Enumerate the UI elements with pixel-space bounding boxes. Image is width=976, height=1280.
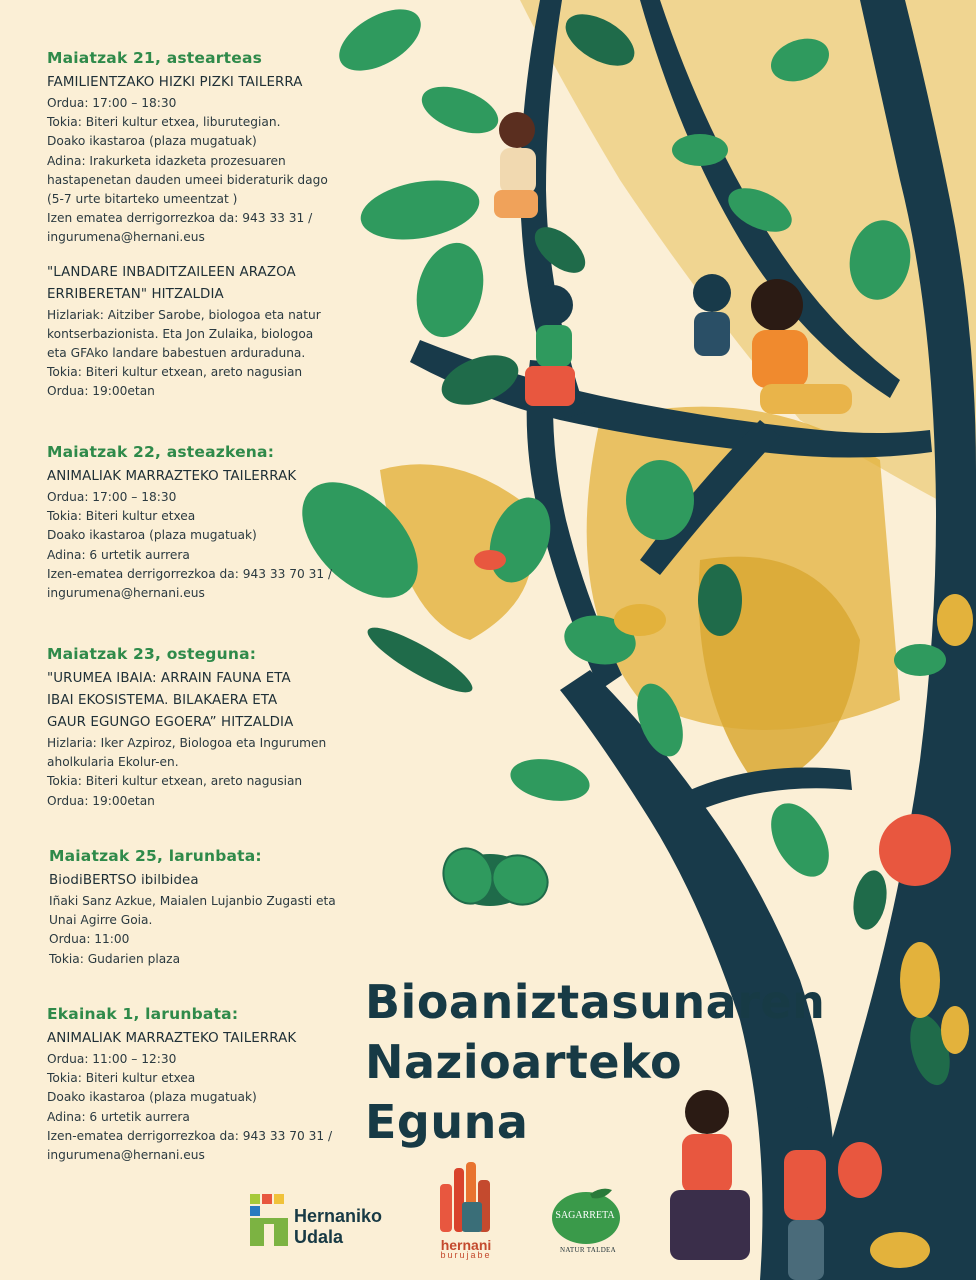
event-line: Izen-ematea derrigorrezkoa da: 943 33 70 31 / [47,566,333,581]
event-line: Adina: 6 urtetik aurrera [47,1109,190,1124]
event-line: Unai Agirre Goia. [49,913,153,928]
event-day-5 [47,1004,347,1165]
event-line: Doako ikastaroa (plaza mugatuak) [47,134,257,149]
event-line: Izen-ematea derrigorrezkoa da: 943 33 70 31 / [47,1128,333,1143]
hernaniko-udala-logo [250,1192,400,1248]
headline-line: Bioaniztasunaren [365,975,826,1029]
event-day-1 [47,48,347,402]
event-line: Doako ikastaroa (plaza mugatuak) [47,1090,257,1105]
event-line: Ordua: 11:00 – 12:30 [47,1052,177,1066]
event-title: "LANDARE INBADITZAILEEN ARAZOA [47,264,296,280]
event-title: "URUMEA IBAIA: ARRAIN FAUNA ETA [47,671,291,686]
event-date: Maiatzak 21, astearteas [47,49,263,67]
logo-text: SAGARRETA [555,1210,615,1221]
event-email: ingurumena@hernani.eus [47,230,205,245]
event-line: Tokia: Biteri kultur etxea [47,509,196,524]
headline-line: Eguna [365,1095,529,1149]
event-email: ingurumena@hernani.eus [47,1148,205,1163]
headline-line: Nazioarteko [365,1035,683,1089]
hernaniko-udala-emblem [250,1194,292,1248]
logo-text: hernani [440,1237,492,1253]
event-line: kontserbazionista. Eta Jon Zulaika, biologoa [47,326,314,341]
event-day-2 [47,442,347,603]
event-line: hastapenetan dauden umeei bideraturik dago [47,172,328,187]
event-date: Ekainak 1, larunbata: [47,1005,239,1023]
logo-text: NATUR TALDEA [560,1246,616,1254]
logo-text: Hernaniko [294,1206,383,1226]
event-line: (5-7 urte bitarteko umeentzat ) [47,192,238,207]
event-line: Doako ikastaroa (plaza mugatuak) [47,528,257,543]
event-title: BiodiBERTSO ibilbidea [49,873,199,888]
event-line: Tokia: Biteri kultur etxea [47,1071,196,1086]
event-email: ingurumena@hernani.eus [47,586,205,601]
event-line: Ordua: 19:00etan [47,384,155,399]
sagarreta-logo [548,1186,628,1260]
event-line: aholkularia Ekolur-en. [47,755,179,770]
event-title: FAMILIENTZAKO HIZKI PIZKI TAILERRA [47,75,303,90]
event-line: Tokia: Gudarien plaza [49,951,181,966]
event-title: ANIMALIAK MARRAZTEKO TAILERRAK [47,469,297,484]
logo-text: Udala [294,1227,344,1247]
event-line: Tokia: Biteri kultur etxean, areto nagusian [47,774,303,789]
event-line: Hizlaria: Iker Azpiroz, Biologoa eta Ingurumen [47,736,327,750]
hernani-burujabe-logo [428,1162,504,1260]
event-line: Hizlariak: Aitziber Sarobe, biologoa eta natur [47,307,321,322]
event-line: eta GFAko landare babestuen arduraduna. [47,346,306,361]
event-line: Adina: 6 urtetik aurrera [47,547,190,562]
event-date: Maiatzak 22, asteazkena: [47,443,275,461]
event-line: Ordua: 17:00 – 18:30 [47,490,177,504]
event-title: GAUR EGUNGO EGOERA” HITZALDIA [47,715,294,730]
event-line: Ordua: 11:00 [49,932,130,947]
event-day-4 [49,846,349,969]
event-date: Maiatzak 25, larunbata: [49,847,262,865]
event-title: IBAI EKOSISTEMA. BILAKAERA ETA [47,693,278,708]
event-line: Ordua: 17:00 – 18:30 [47,96,177,110]
event-line: Izen ematea derrigorrezkoa da: 943 33 31 / [47,211,313,226]
event-line: Tokia: Biteri kultur etxean, areto nagusian [47,365,303,380]
event-line: Iñaki Sanz Azkue, Maialen Lujanbio Zugasti eta [49,894,336,908]
event-title: ERRIBERETAN" HITZALDIA [47,286,224,302]
event-line: Tokia: Biteri kultur etxea, liburutegian. [47,115,281,130]
event-date: Maiatzak 23, osteguna: [47,645,257,663]
logo-text: burujabe [440,1250,492,1260]
poster-headline [365,972,825,1152]
event-line: Ordua: 19:00etan [47,793,155,808]
hernani-burujabe-emblem [428,1162,504,1234]
event-day-3 [47,644,347,811]
event-line: Adina: Irakurketa idazketa prozesuaren [47,153,286,168]
event-title: ANIMALIAK MARRAZTEKO TAILERRAK [47,1031,297,1046]
